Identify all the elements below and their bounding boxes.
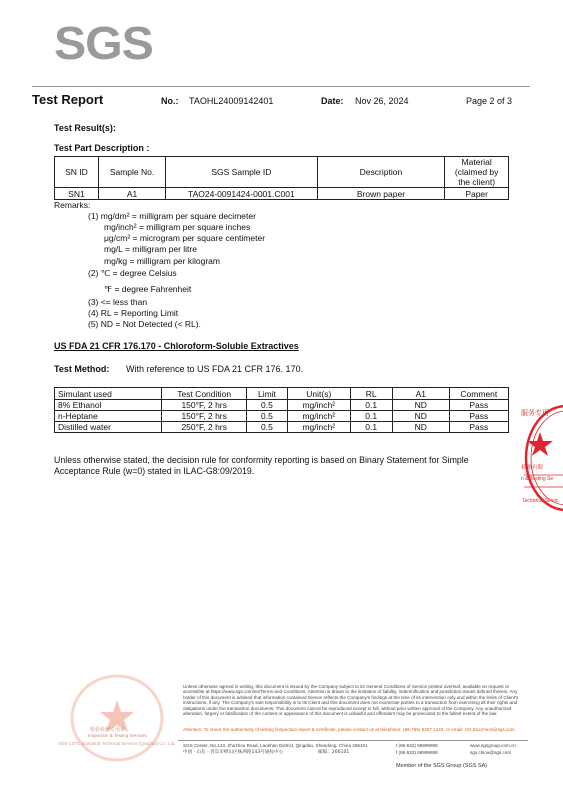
cell-simulant: n-Heptane [55, 411, 162, 422]
footer-member: Member of the SGS Group (SGS SA) [396, 763, 488, 769]
page-number: Page 2 of 3 [466, 96, 513, 106]
cell-sample-no: A1 [98, 188, 165, 200]
remark-item: mg/kg = milligram per kilogram [104, 255, 220, 266]
cell-a1: ND [392, 400, 449, 411]
results-table [54, 387, 509, 433]
report-title: Test Report [32, 92, 104, 107]
remark-item: (2) ℃ = degree Celsius [88, 268, 177, 278]
stamp-en-text: n & Testing Se [521, 476, 554, 482]
table-row [55, 400, 509, 411]
footer-seal-watermark [52, 670, 202, 765]
col-simulant: Simulant used [55, 388, 162, 400]
cell-material: Paper [445, 188, 509, 200]
cell-a1: ND [392, 411, 449, 422]
remark-item: mg/inch² = milligram per square inches [104, 222, 251, 232]
remarks-list-2 [88, 268, 177, 279]
report-date: Nov 26, 2024 [355, 96, 409, 106]
sgs-logo: SGS [54, 17, 153, 69]
remarks-list-1b [104, 222, 265, 267]
footer-disclaimer: Unless otherwise agreed in writing, this document is issued by the Company subject to its General Conditions of Service printed overleaf, available on request or accessible at https://www.sgs.com/en/Terms-and-Conditions. Attention is drawn to the limitation of liability, indemnification and jurisdiction issues defined therein. Any holder of this document is advised that information contained hereon reflects the Company's findings at the time of its intervention only and within the limits of Client's instructions, if any. The Company's sole responsibility is to its Client and this document does not exonerate parties to a transaction from exercising all their rights and obligations under the transaction documents. This document cannot be reproduced except in full, without prior written approval of the Company. Any unauthorized alteration, forgery or falsification of the content or appearance of this document is unlawful and offenders may be prosecuted to the fullest extent of the law. [183, 684, 519, 717]
cell-description: Brown paper [317, 188, 445, 200]
material-line-2: (claimed by [454, 167, 499, 177]
col-sn-id: SN ID [55, 157, 99, 188]
footer-email: sgs.china@sgs.com [470, 750, 512, 755]
col-rl: RL [350, 388, 392, 400]
regulation-heading: US FDA 21 CFR 176.170 - Chloroform-Soluble Extractives [54, 341, 299, 351]
stamp-en-text-2: Technical Servic [522, 498, 559, 504]
remarks-list-3 [88, 297, 201, 331]
col-limit: Limit [246, 388, 287, 400]
col-material [445, 157, 509, 188]
cell-limit: 0.5 [246, 422, 287, 433]
footer-address-en: SGS Center, No.143, Zhuzhou Road, Laoshan District, Qingdao, Shandong, China 266101 [183, 743, 368, 748]
table-row [55, 188, 509, 200]
stamp-mid-text: 检测有限 [521, 465, 544, 471]
col-a1: A1 [392, 388, 449, 400]
remark-item: (3) <= less than [88, 297, 148, 307]
footer-seal-text: 检验检测专用章 [90, 727, 126, 733]
report-number: TAOHL24009142401 [189, 96, 274, 106]
results-table-header [55, 388, 509, 400]
remarks-list-1 [88, 211, 256, 222]
part-description-heading: Test Part Description : [54, 143, 150, 153]
cell-simulant: 8% Ethanol [55, 400, 162, 411]
footer-web: www.sgsgroup.com.cn [470, 743, 516, 748]
col-sample-no: Sample No. [98, 157, 165, 188]
cell-rl: 0.1 [350, 411, 392, 422]
cell-limit: 0.5 [246, 411, 287, 422]
cell-unit: mg/inch² [288, 400, 350, 411]
cell-limit: 0.5 [246, 400, 287, 411]
table-row [55, 411, 509, 422]
remarks-list-2b [104, 284, 191, 295]
footer-address-cn: 中国 · 山东 · 青岛市崂山区株洲路143号通标中心 [183, 750, 284, 755]
cell-rl: 0.1 [350, 400, 392, 411]
footer-company-small: SGS-CSTC Standards Technical Services (Qingdao) Co., Ltd. [58, 741, 176, 746]
footer-tel: t (86-532) 68999888 [396, 743, 438, 748]
cell-simulant: Distilled water [55, 422, 162, 433]
col-units: Unit(s) [288, 388, 350, 400]
stamp-top-text: 服务专用 [521, 409, 549, 417]
report-number-label: No.: [161, 96, 179, 106]
cell-a1: ND [392, 422, 449, 433]
col-description: Description [317, 157, 445, 188]
parts-table-header [55, 157, 509, 188]
material-line-1: Material [461, 157, 492, 167]
footer-attention: Attention: To check the authenticity of testing /inspection report & certificate, please contact us at telephone: (86-755) 8307 1443, or email: CN.Doccheck@sgs.com [183, 727, 515, 732]
footer-rule [178, 740, 528, 741]
remark-item: μg/cm² = microgram per square centimeter [104, 233, 266, 244]
table-row [55, 422, 509, 433]
header-rule [32, 86, 530, 87]
footer-fax: f (86-532) 68999888 [396, 750, 438, 755]
footer-postcode: 邮编：266101 [318, 750, 350, 755]
cell-comment: Pass [449, 400, 508, 411]
remarks-section [54, 200, 90, 211]
cell-unit: mg/inch² [288, 411, 350, 422]
cell-comment: Pass [449, 422, 508, 433]
remark-item: (4) RL = Reporting Limit [88, 308, 179, 319]
results-heading: Test Result(s): [54, 123, 116, 133]
cell-condition: 150°F, 2 hrs [162, 400, 246, 411]
cell-condition: 250°F, 2 hrs [162, 422, 246, 433]
remark-item: ℉ = degree Fahrenheit [104, 284, 192, 294]
material-line-3: the client) [458, 177, 496, 187]
cell-sgs-sample-id: TAO24-0091424-0001.C001 [166, 188, 317, 200]
cell-condition: 150°F, 2 hrs [162, 411, 246, 422]
decision-rule-statement: Unless otherwise stated, the decision rule for conformity reporting is based on Binary Statement for Simple Acceptance Rule (w=0) stated in ILAC-G8:09/2019. [54, 455, 469, 476]
date-label: Date: [321, 96, 344, 106]
col-test-condition: Test Condition [162, 388, 246, 400]
cell-comment: Pass [449, 411, 508, 422]
remark-item: (5) ND = Not Detected (< RL). [88, 319, 201, 330]
col-sgs-sample-id: SGS Sample ID [166, 157, 317, 188]
footer-seal-en: Inspection & Testing Services [88, 733, 147, 738]
remark-item: mg/L = milligram per litre [104, 244, 197, 255]
method-label: Test Method: [54, 364, 110, 374]
parts-table [54, 156, 509, 200]
col-comment: Comment [449, 388, 508, 400]
cell-unit: mg/inch² [288, 422, 350, 433]
remarks-title: Remarks: [54, 200, 91, 210]
cell-rl: 0.1 [350, 422, 392, 433]
method-value: With reference to US FDA 21 CFR 176. 170. [126, 364, 304, 374]
remark-item: (1) mg/dm² = milligram per square decimeter [88, 211, 256, 221]
cell-sn-id: SN1 [55, 188, 99, 200]
